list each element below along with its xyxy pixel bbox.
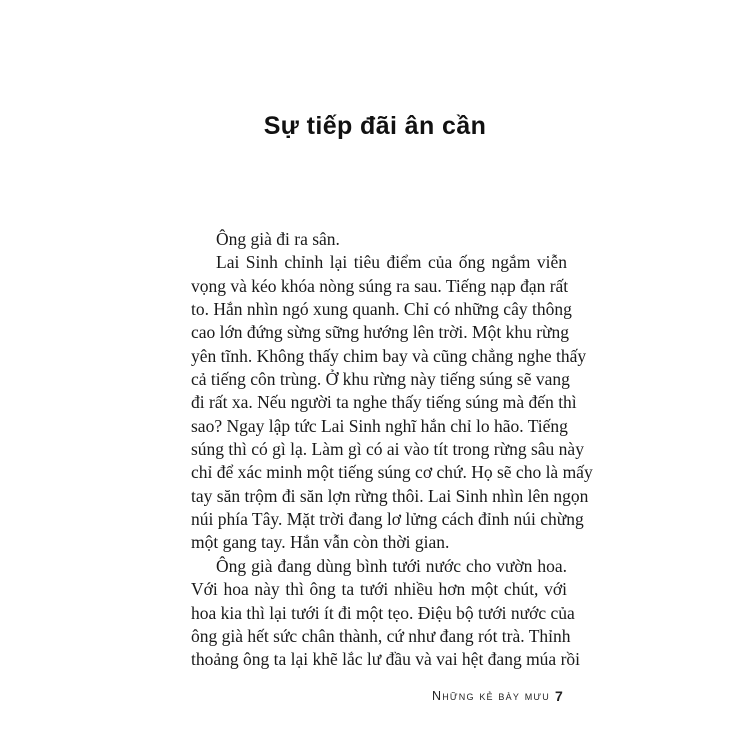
text-line: sao? Ngay lập tức Lai Sinh nghĩ hắn chỉ lo hão. Tiếng	[191, 415, 568, 436]
chapter-title: Sự tiếp đãi ân cần	[263, 112, 487, 140]
text-line: vọng và kéo khóa nòng súng ra sau. Tiếng nạp đạn rất	[191, 275, 569, 296]
text-line: cao lớn đứng sừng sững hướng lên trời. Một khu rừng	[191, 322, 570, 343]
text-line: tay săn trộm đi săn lợn rừng thôi. Lai Sinh nhìn lên ngọn	[191, 485, 589, 506]
text-line: Ông già đang dùng bình tưới nước cho vườn hoa.	[216, 555, 567, 576]
text-line: Ông già đi ra sân.	[216, 229, 340, 249]
text-line: thoảng ông ta lại khẽ lắc lư đầu và vai hệt đang múa rồi	[191, 649, 581, 670]
text-line: yên tĩnh. Không thấy chim bay và cũng chẳng nghe thấy	[191, 345, 587, 366]
paragraph-2	[191, 251, 593, 554]
text-line: to. Hắn nhìn ngó xung quanh. Chỉ có những cây thông	[191, 299, 572, 320]
paragraph-1	[191, 228, 567, 251]
body-text	[191, 228, 593, 672]
text-line: đi rất xa. Nếu người ta nghe thấy tiếng súng mà đến thì	[191, 392, 577, 413]
text-line: Với hoa này thì ông ta tưới nhiều hơn một chút, với	[191, 579, 567, 600]
text-line: cả tiếng côn trùng. Ở khu rừng này tiếng súng sẽ vang	[191, 369, 570, 390]
text-line: ông già hết sức chân thành, cứ như đang rót trà. Thỉnh	[191, 625, 571, 646]
text-line: súng thì có gì lạ. Làm gì có ai vào tít trong rừng sâu này	[191, 439, 584, 460]
text-line: Lai Sinh chỉnh lại tiêu điểm của ống ngắm viễn	[216, 252, 567, 273]
text-line: chỉ để xác minh một tiếng súng cơ chứ. Họ sẽ cho là mấy	[191, 462, 593, 483]
text-line: núi phía Tây. Mặt trời đang lơ lửng cách đỉnh núi chừng	[191, 509, 584, 530]
page-number: 7	[555, 688, 563, 704]
text-line: một gang tay. Hắn vẫn còn thời gian.	[191, 532, 450, 553]
paragraph-3	[191, 555, 581, 672]
page-footer	[0, 684, 750, 708]
running-head: Những kẻ bày mưu	[431, 689, 550, 703]
text-line: hoa kia thì lại tưới ít đi một tẹo. Điệu bộ tưới nước của	[191, 602, 575, 623]
